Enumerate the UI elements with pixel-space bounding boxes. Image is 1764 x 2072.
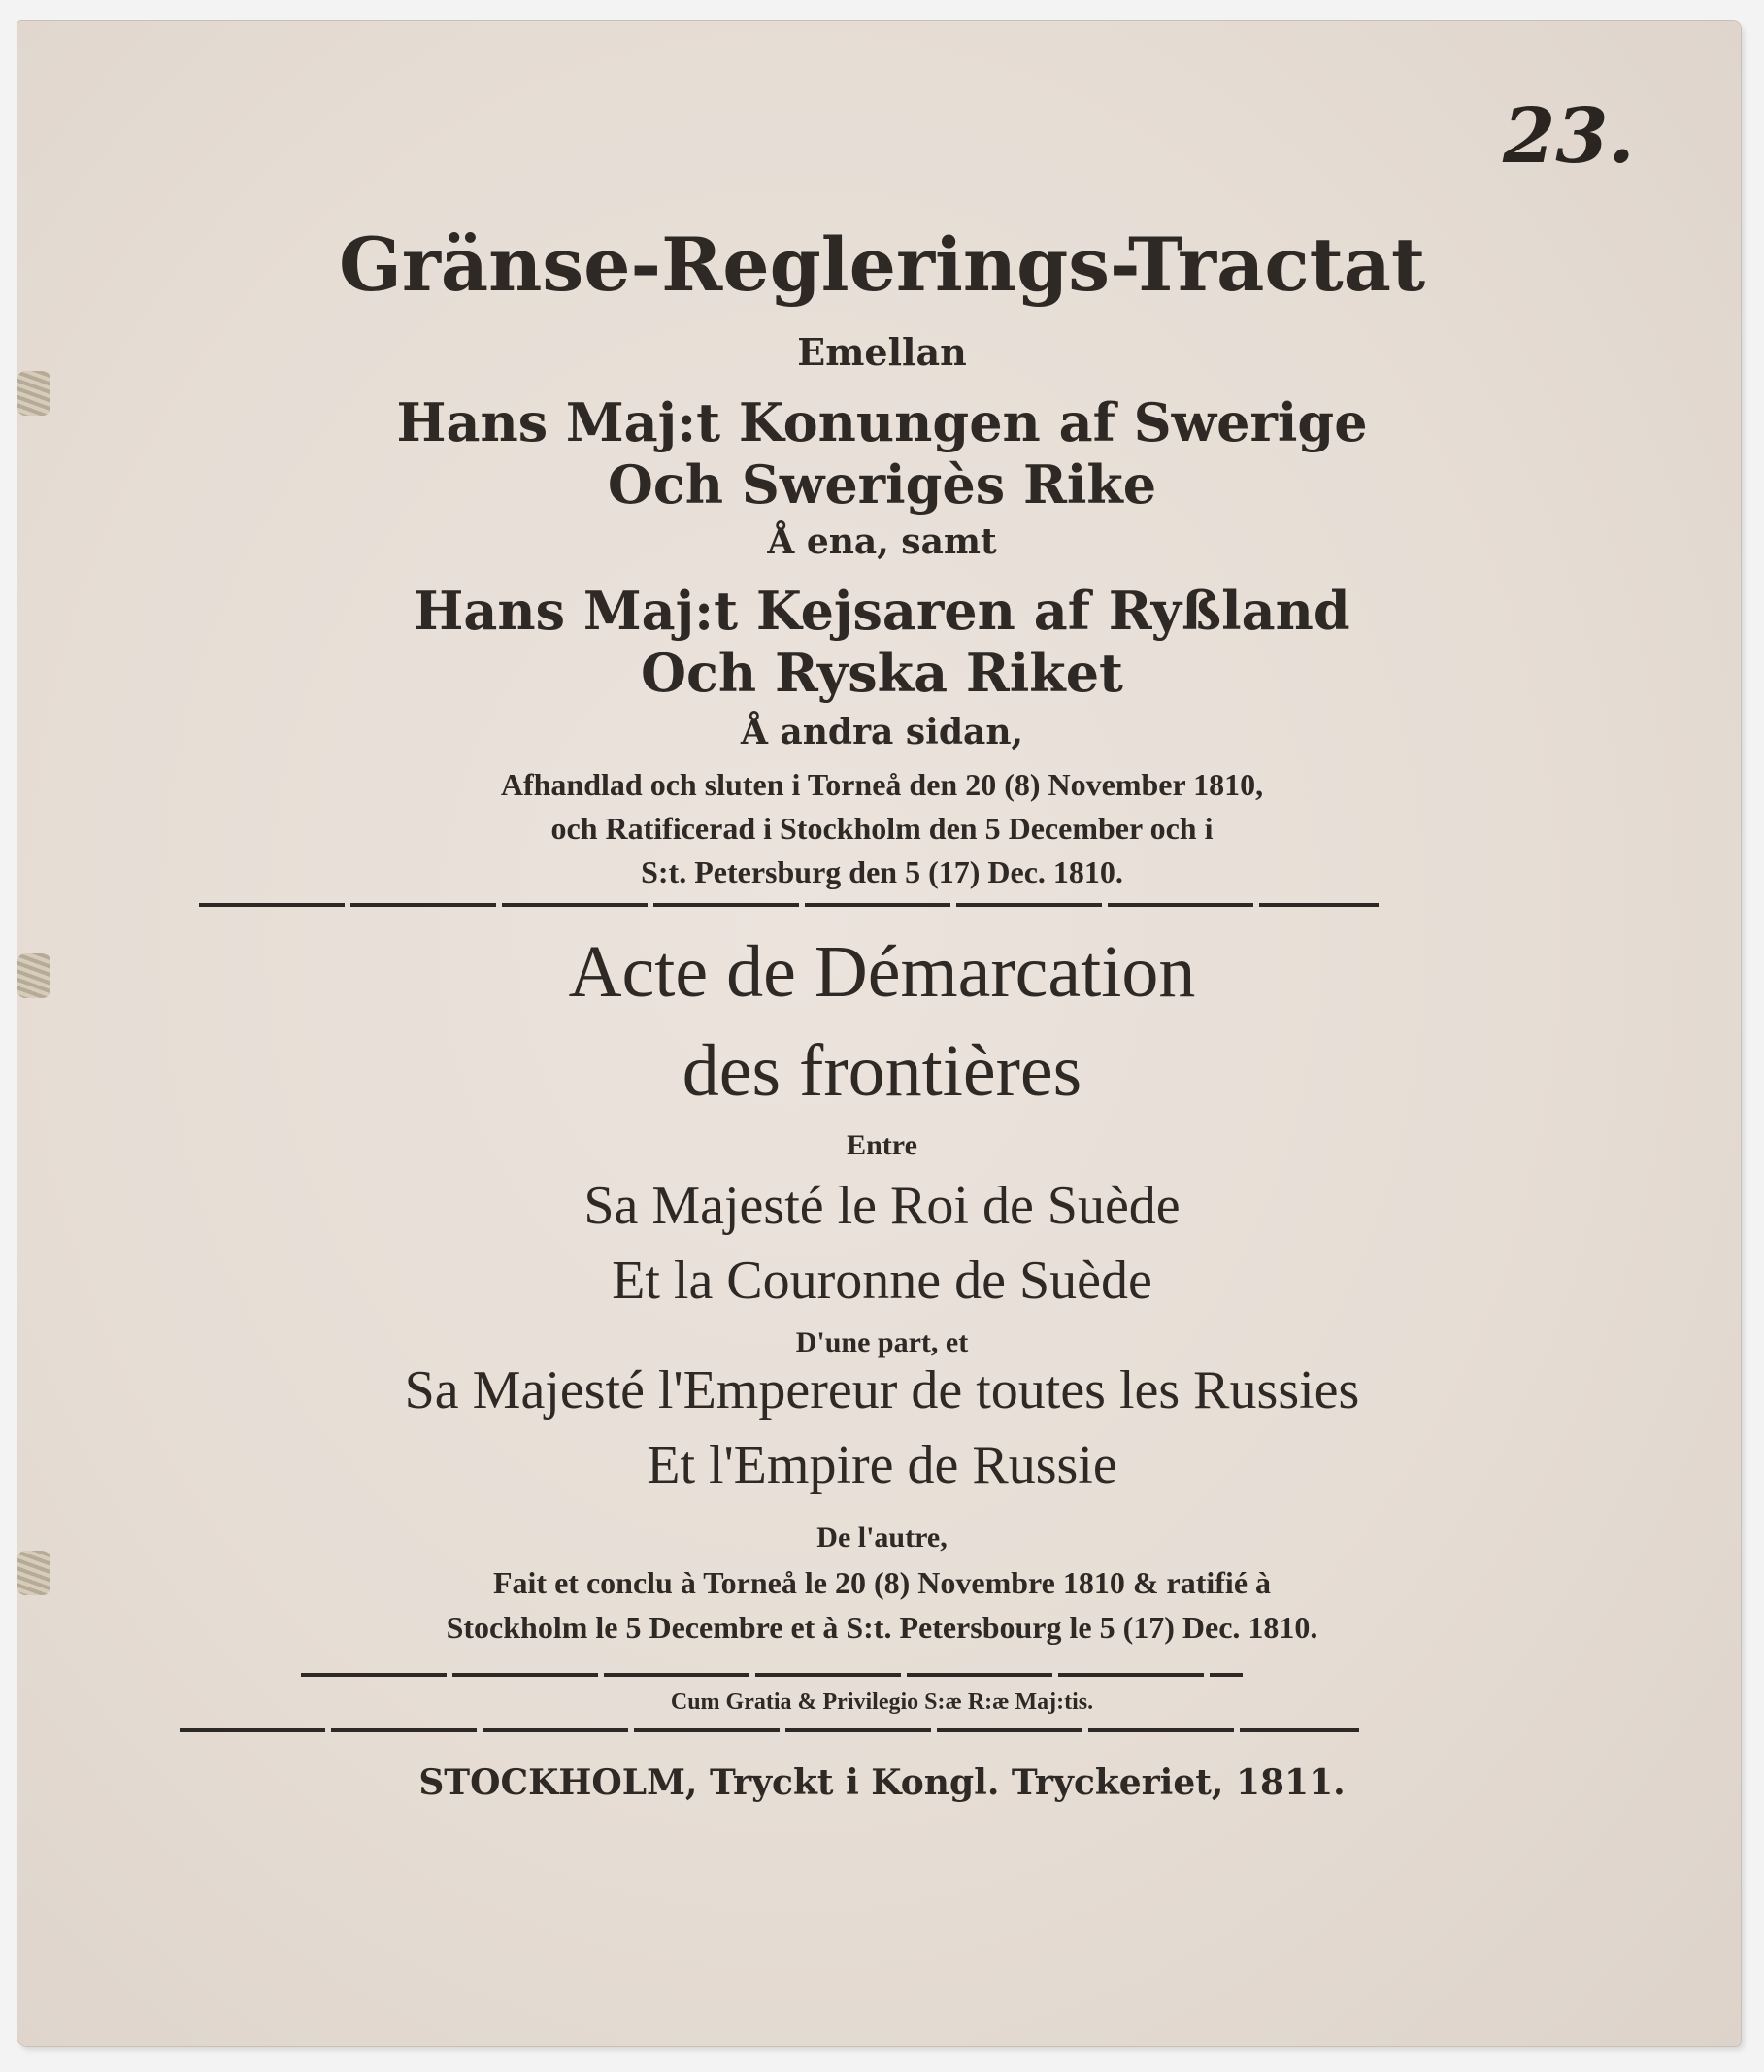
imprint-line: STOCKHOLM, Tryckt i Kongl. Tryckeriet, 1811. <box>418 1762 1346 1803</box>
swedish-details-1: Afhandlad och sluten i Torneå den 20 (8) November 1810, <box>500 767 1264 802</box>
french-details-1: Fait et conclu à Torneå le 20 (8) Novembre 1810 & ratifié à <box>492 1565 1272 1600</box>
page-number: 23. <box>1503 92 1635 181</box>
swedish-russian-realm: Och Ryska Riket <box>641 642 1123 704</box>
french-emperor: Sa Majesté l'Empereur de toutes les Russies <box>404 1360 1360 1420</box>
divider-rule <box>301 1673 1243 1677</box>
french-one-part: D'une part, et <box>795 1326 969 1358</box>
swedish-one-side: Å ena, samt <box>767 521 997 562</box>
french-king: Sa Majesté le Roi de Suède <box>583 1176 1181 1236</box>
swedish-details-3: S:t. Petersburg den 5 (17) Dec. 1810. <box>641 854 1123 889</box>
swedish-emperor: Hans Maj:t Kejsaren af Ryßland <box>414 580 1350 642</box>
french-empire: Et l'Empire de Russie <box>647 1435 1117 1495</box>
divider-rule <box>199 903 1379 907</box>
french-title-2: des frontières <box>682 1030 1082 1112</box>
french-crown: Et la Couronne de Suède <box>612 1251 1152 1311</box>
swedish-details-2: och Ratificerad i Stockholm den 5 December och i <box>550 811 1214 846</box>
swedish-realm: Och Swerigès Rike <box>607 453 1157 516</box>
french-between: Entre <box>847 1129 917 1161</box>
privilege-line: Cum Gratia & Privilegio S:æ R:æ Maj:tis. <box>670 1689 1094 1715</box>
divider-rule <box>180 1728 1359 1732</box>
french-other-part: De l'autre, <box>816 1521 948 1554</box>
french-details-2: Stockholm le 5 Decembre et à S:t. Petersbourg le 5 (17) Dec. 1810. <box>446 1610 1318 1645</box>
swedish-king: Hans Maj:t Konungen af Swerige <box>396 391 1368 453</box>
swedish-title: Gränse-Reglerings-Tractat <box>338 221 1426 308</box>
french-title-1: Acte de Démarcation <box>568 931 1196 1013</box>
swedish-between: Emellan <box>797 330 967 374</box>
swedish-other-side: Å andra sidan, <box>740 712 1024 752</box>
